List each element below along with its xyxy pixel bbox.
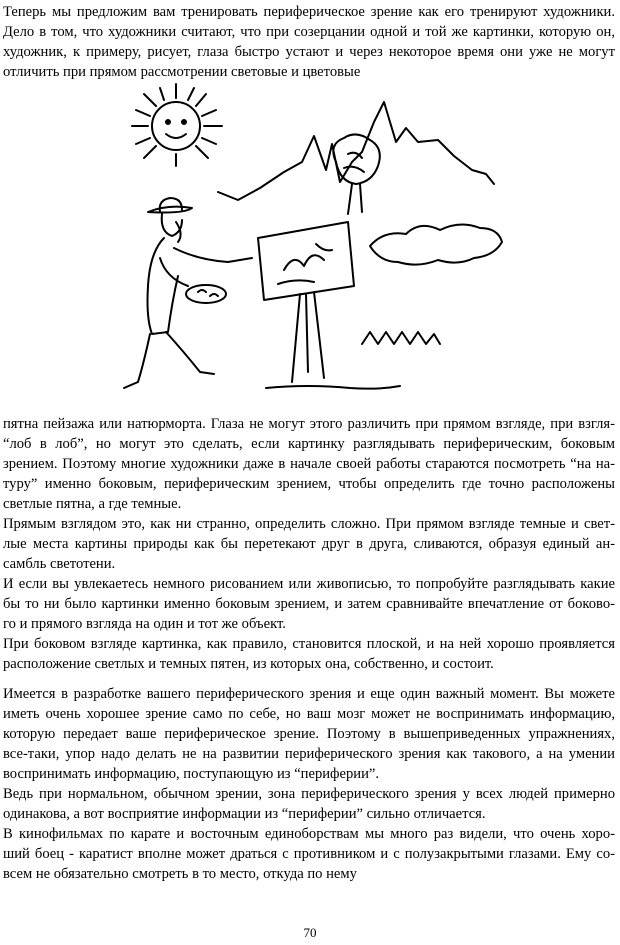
page-number: 70	[303, 925, 317, 940]
text-line: бы то ни было картинки именно боковым зрением, и затем сравнивайте впечатление от боково-	[3, 596, 615, 612]
text-line: которую передает ваше периферическое зрение. Поэтому в вышеприведенных упражнениях,	[3, 726, 615, 742]
tree-drawing	[333, 134, 379, 214]
paragraph-normal-vision	[3, 784, 615, 824]
paragraph-side-view	[3, 634, 615, 674]
text-line: одинакова, а вот восприятие информации из “периферии” сильно отличается.	[3, 806, 486, 822]
text-line: Ведь при нормальном, обычном зрении, зона периферического зрения у всех людей примерно	[3, 786, 615, 802]
grass-drawing	[362, 332, 440, 344]
text-line: го и прямого взгляда на один и тот же объект.	[3, 616, 286, 632]
paragraph-drawing-tip	[3, 574, 615, 634]
text-line: ший боец - каратист вполне может драться с противником и с полузакрытыми глазами. Ему со-	[3, 846, 615, 862]
text-line: воспринимать информацию, поступающую из “периферии”.	[3, 766, 380, 782]
text-line: художник, к примеру, рисует, глаза быстро устают и через некоторое время они уже не могут	[3, 44, 615, 60]
text-line: всем не обязательно смотреть в то место, откуда по нему	[3, 866, 357, 882]
text-line: “лоб в лоб”, но могут это сделать, если картинку разглядывать периферическим, боковым	[3, 436, 615, 452]
mountains-drawing	[218, 102, 494, 200]
paragraph-brain-perception	[3, 684, 615, 784]
text-line: Теперь мы предложим вам тренировать периферическое зрение как его тренируют художники.	[3, 4, 615, 20]
text-line: все-таки, упор надо делать не на развитии периферического зрения как такового, а на умении	[3, 746, 615, 762]
paragraph-light-spots	[3, 414, 615, 514]
sun-drawing	[132, 84, 222, 166]
text-line: Прямым взглядом это, как ни странно, определить сложно. При прямом взгляде темные и свет-	[3, 516, 615, 532]
text-line: При боковом взгляде картинка, как правило, становится плоской, и на ней хорошо проявляется	[3, 636, 615, 652]
text-line: лые места картины природы как бы перетекают друг в друга, сливаются, образуя единый ан-	[3, 536, 615, 552]
text-line: туру” именно боковым, периферическим зрением, чтобы определить где точно расположены	[3, 476, 615, 492]
text-line: Дело в том, что художники считают, что при созерцании одной и той же картинки, которую он,	[3, 24, 615, 40]
paragraph-intro	[3, 2, 615, 82]
paragraph-karate	[3, 824, 615, 884]
text-line: иметь очень хорошее зрение само по себе, но ваш мозг может не воспринимать информацию,	[3, 706, 615, 722]
text-line: светлые пятна, а где темные.	[3, 496, 182, 512]
text-line: В кинофильмах по карате и восточным единоборствам мы много раз видели, что очень хоро-	[3, 826, 615, 842]
text-line: пятна пейзажа или натюрморта. Глаза не могут этого различить при прямом взгляде, при взгля-	[3, 416, 615, 432]
easel-drawing	[258, 222, 354, 382]
artist-drawing	[124, 198, 252, 388]
text-line: И если вы увлекаетесь немного рисованием или живописью, то попробуйте разглядывать какие	[3, 576, 615, 592]
paragraph-direct-view	[3, 514, 615, 574]
text-line: отличить при прямом рассмотрении световые и цветовые	[3, 64, 361, 80]
text-line: самбль светотени.	[3, 556, 116, 572]
text-line: расположение светлых и темных пятен, из которых она, собственно, и состоит.	[3, 656, 494, 672]
ground-line	[266, 386, 400, 389]
text-line: зрением. Поэтому многие художники даже в начале своей работы стараются посмотреть “на на-	[3, 456, 615, 472]
artist-painting-illustration	[88, 82, 506, 404]
cloud-drawing	[370, 224, 502, 264]
text-line: Имеется в разработке вашего периферического зрения и еще один важный момент. Вы можете	[3, 686, 615, 702]
